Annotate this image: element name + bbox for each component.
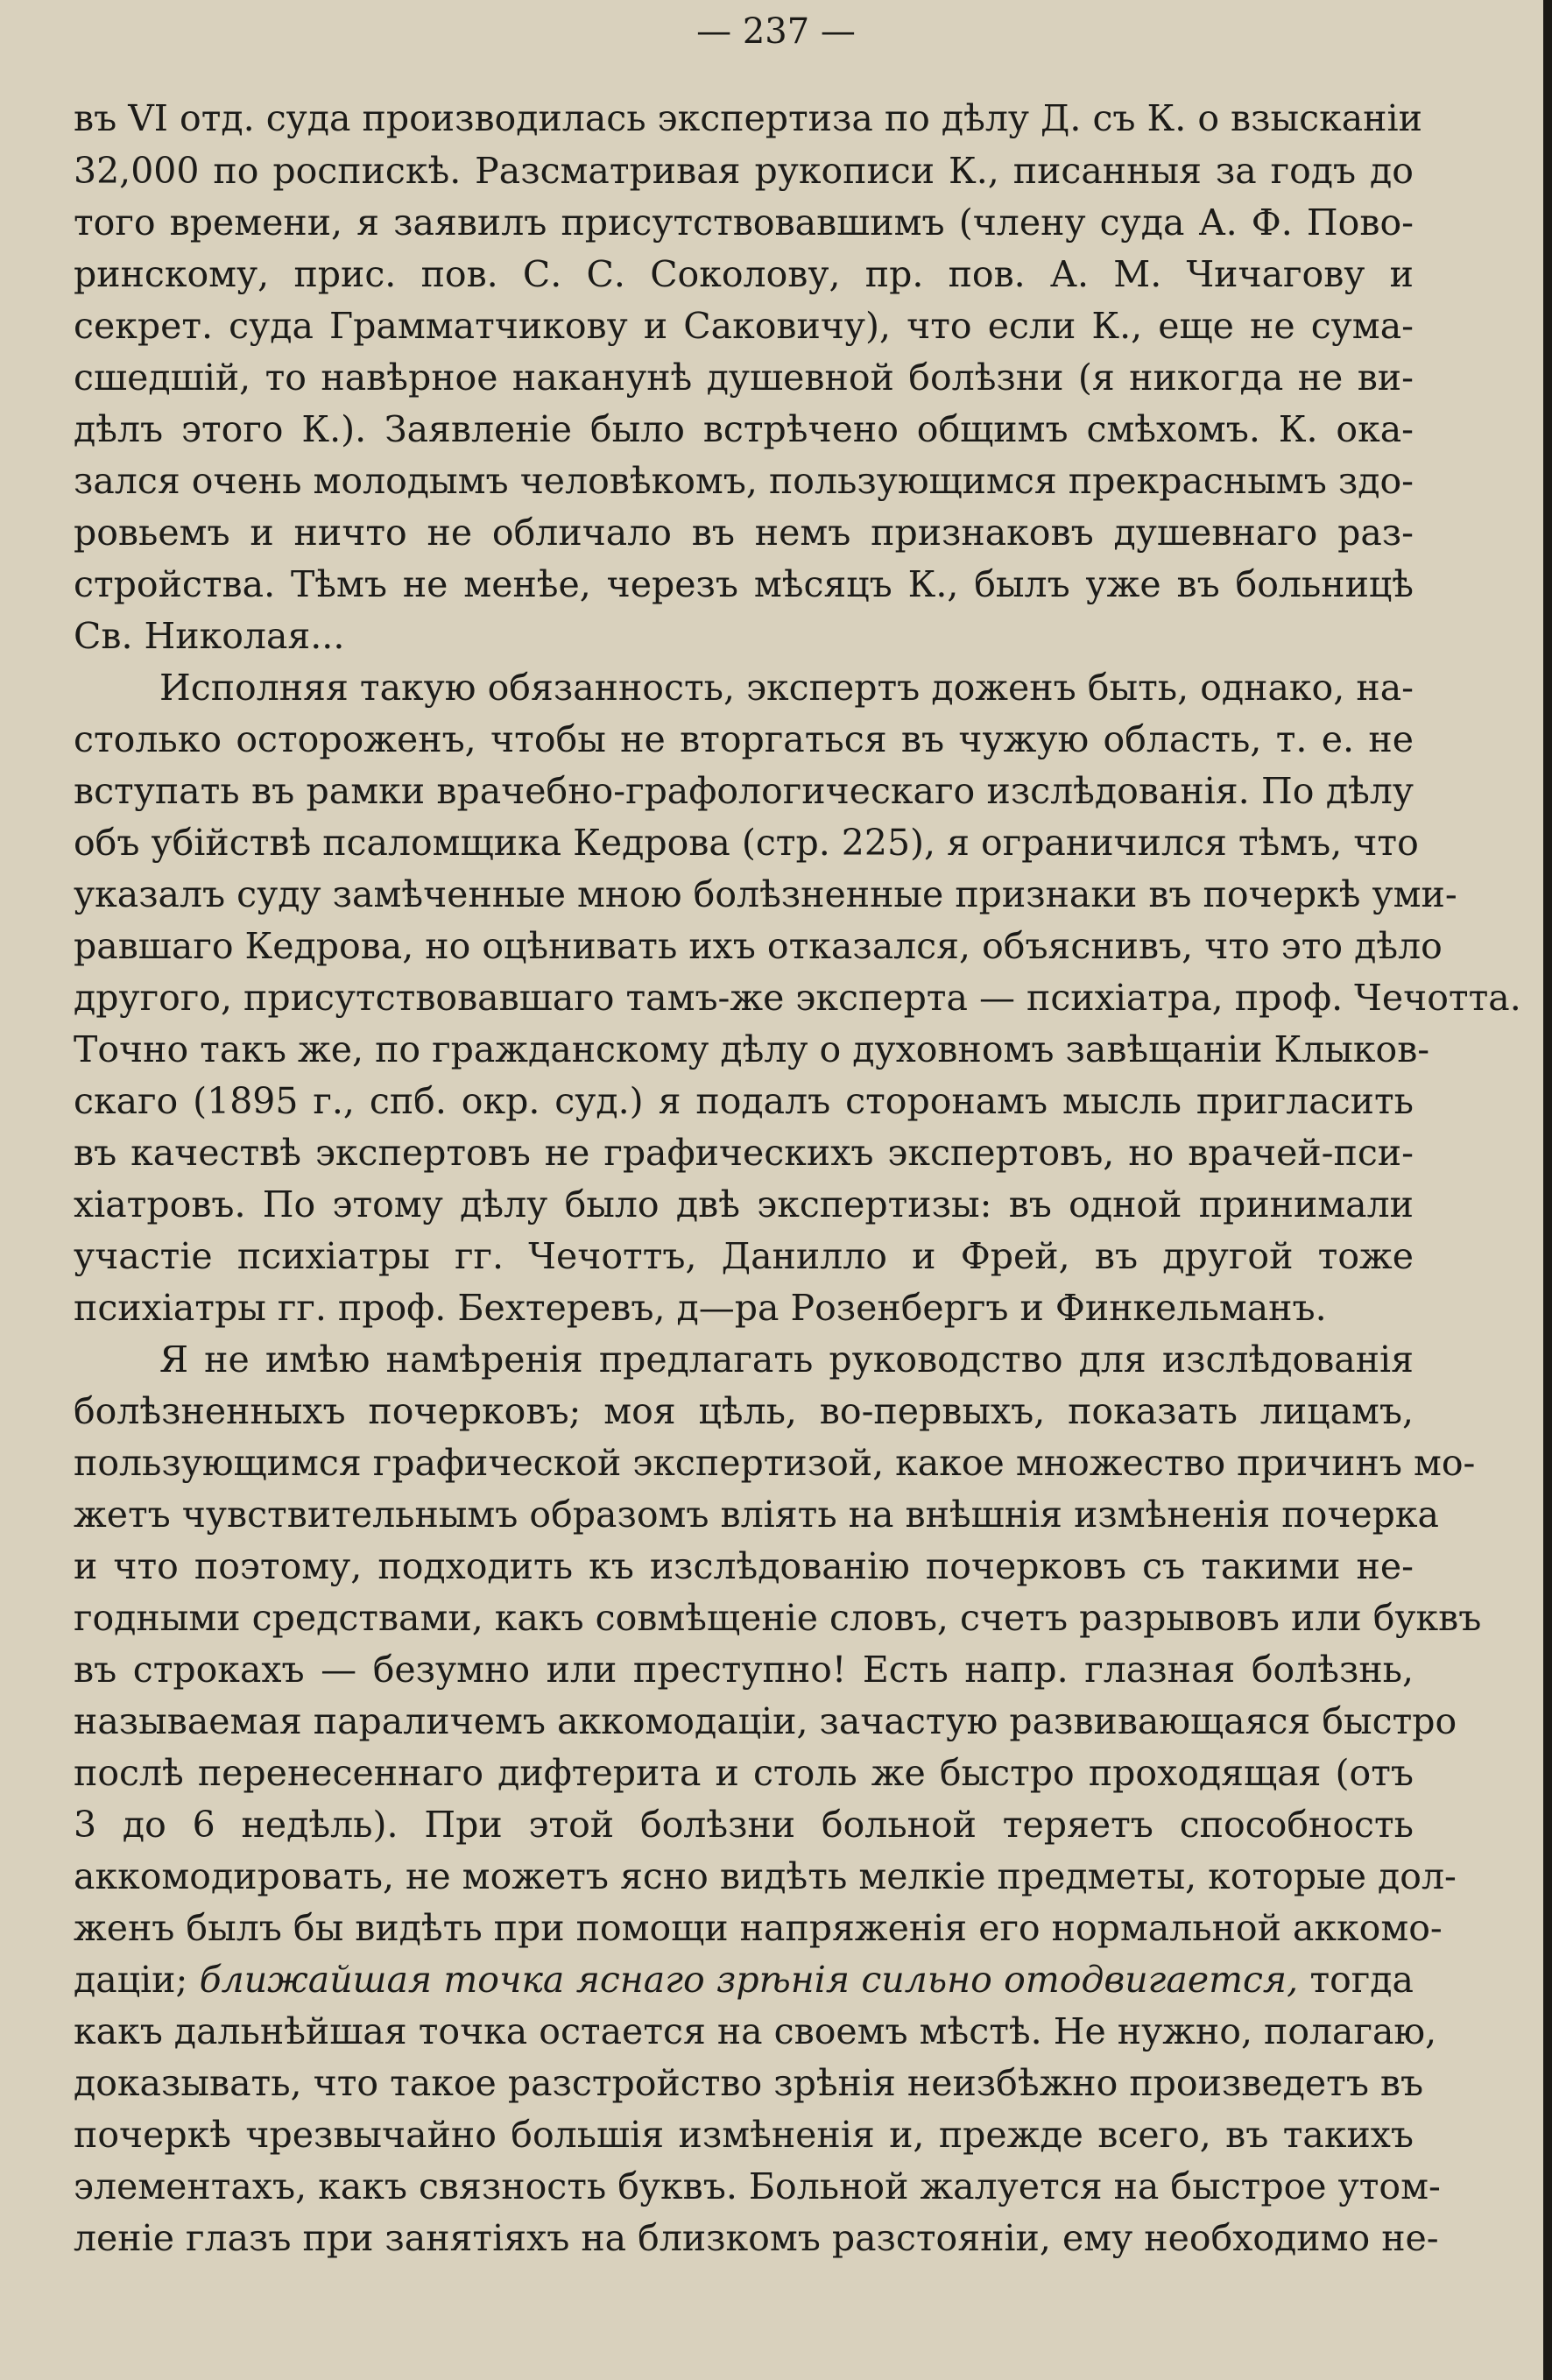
scan-edge	[1543, 0, 1552, 2380]
text-line: болѣзненныхъ почерковъ; моя цѣль, во-первыхъ, показать лицамъ,	[74, 1390, 1414, 1432]
text-line: Точно такъ же, по гражданскому дѣлу о духовномъ завѣщаніи Клыков-	[74, 1028, 1430, 1070]
text-line: стройства. Тѣмъ не менѣе, черезъ мѣсяцъ К., былъ уже въ больницѣ	[74, 563, 1414, 605]
text-line: скаго (1895 г., спб. окр. суд.) я подалъ сторонамъ мысль пригласить	[74, 1080, 1414, 1122]
text-line: дѣлъ этого К.). Заявленіе было встрѣчено общимъ смѣхомъ. К. ока-	[74, 408, 1414, 450]
text-line: пользующимся графической экспертизой, какое множество причинъ мо-	[74, 1442, 1476, 1484]
text-line: ринскому, прис. пов. С. С. Соколову, пр. пов. А. М. Чичагову и	[74, 253, 1414, 295]
text-line: доказывать, что такое разстройство зрѣнія неизбѣжно произведетъ въ	[74, 2062, 1424, 2104]
text-line: вступать въ рамки врачебно-графологическаго изслѣдованія. По дѣлу	[74, 770, 1414, 812]
text-line: въ качествѣ экспертовъ не графическихъ экспертовъ, но врачей-пси-	[74, 1132, 1414, 1174]
text-segment: даціи;	[74, 1959, 188, 2001]
text-line: секрет. суда Грамматчикову и Саковичу), что если К., еще не сума-	[74, 305, 1414, 347]
text-line-italic	[74, 1954, 1414, 2005]
text-line: сшедшій, то навѣрное наканунѣ душевной болѣзни (я никогда не ви-	[74, 357, 1414, 399]
text-line: равшаго Кедрова, но оцѣнивать ихъ отказался, объяснивъ, что это дѣло	[74, 925, 1443, 967]
page-number: — 237 —	[696, 11, 856, 52]
text-line: указалъ суду замѣченные мною болѣзненные признаки въ почеркѣ уми-	[74, 873, 1457, 915]
text-line: жетъ чувствительнымъ образомъ вліять на внѣшнія измѣненія почерка	[74, 1494, 1440, 1536]
text-line: Св. Николая...	[74, 615, 345, 657]
text-line: элементахъ, какъ связность буквъ. Больной жалуется на быстрое утом-	[74, 2165, 1441, 2207]
text-line: женъ былъ бы видѣть при помощи напряженія его нормальной аккомо-	[74, 1907, 1443, 1949]
text-line: аккомодировать, не можетъ ясно видѣть мелкіе предметы, которые дол-	[74, 1855, 1457, 1897]
text-line: участіе психіатры гг. Чечоттъ, Данилло и Фрей, въ другой тоже	[74, 1235, 1414, 1277]
text-line: столько остороженъ, чтобы не вторгаться въ чужую область, т. е. не	[74, 718, 1414, 760]
text-line: какъ дальнѣйшая точка остается на своемъ мѣстѣ. Не нужно, полагаю,	[74, 2010, 1437, 2052]
text-line: леніе глазъ при занятіяхъ на близкомъ разстояніи, ему необходимо не-	[74, 2217, 1439, 2259]
text-line: послѣ перенесеннаго дифтерита и столь же быстро проходящая (отъ	[74, 1752, 1414, 1794]
text-line: зался очень молодымъ человѣкомъ, пользующимся прекраснымъ здо-	[74, 460, 1414, 502]
text-line: въ VI отд. суда производилась экспертиза по дѣлу Д. съ К. о взысканіи	[74, 97, 1422, 139]
text-segment: тогда	[1309, 1959, 1414, 2001]
text-line: почеркѣ чрезвычайно большія измѣненія и, прежде всего, въ такихъ	[74, 2114, 1414, 2156]
text-line: называемая параличемъ аккомодаціи, зачастую развивающаяся быстро	[74, 1700, 1457, 1742]
text-line: другого, присутствовавшаго тамъ-же эксперта — психіатра, проф. Чечотта.	[74, 977, 1521, 1019]
text-line: хіатровъ. По этому дѣлу было двѣ экспертизы: въ одной принимали	[74, 1183, 1414, 1225]
text-line: ровьемъ и ничто не обличало въ немъ признаковъ душевнаго раз-	[74, 512, 1414, 554]
text-line: объ убійствѣ псаломщика Кедрова (стр. 225), я ограничился тѣмъ, что	[74, 822, 1419, 864]
italic-phrase: ближайшая точка яснаго зрѣнія сильно отодвигается,	[199, 1959, 1299, 2001]
text-line: того времени, я заявилъ присутствовавшимъ (члену суда А. Ф. Пово-	[74, 201, 1414, 244]
text-line: Исполняя такую обязанность, экспертъ доженъ быть, однако, на-	[159, 667, 1414, 709]
text-line: 3 до 6 недѣль). При этой болѣзни больной теряетъ способность	[74, 1804, 1414, 1846]
text-line: въ строкахъ — безумно или преступно! Есть напр. глазная болѣзнь,	[74, 1649, 1414, 1691]
text-line: и что поэтому, подходить къ изслѣдованію почерковъ съ такими не-	[74, 1545, 1414, 1587]
text-line: годными средствами, какъ совмѣщеніе словъ, счетъ разрывовъ или буквъ	[74, 1597, 1482, 1639]
text-line: Я не имѣю намѣренія предлагать руководство для изслѣдованія	[159, 1338, 1414, 1381]
text-line: психіатры гг. проф. Бехтеревъ, д—ра Розенбергъ и Финкельманъ.	[74, 1287, 1327, 1329]
text-line: 32,000 по роспискѣ. Разсматривая рукописи К., писанныя за годъ до	[74, 150, 1414, 192]
